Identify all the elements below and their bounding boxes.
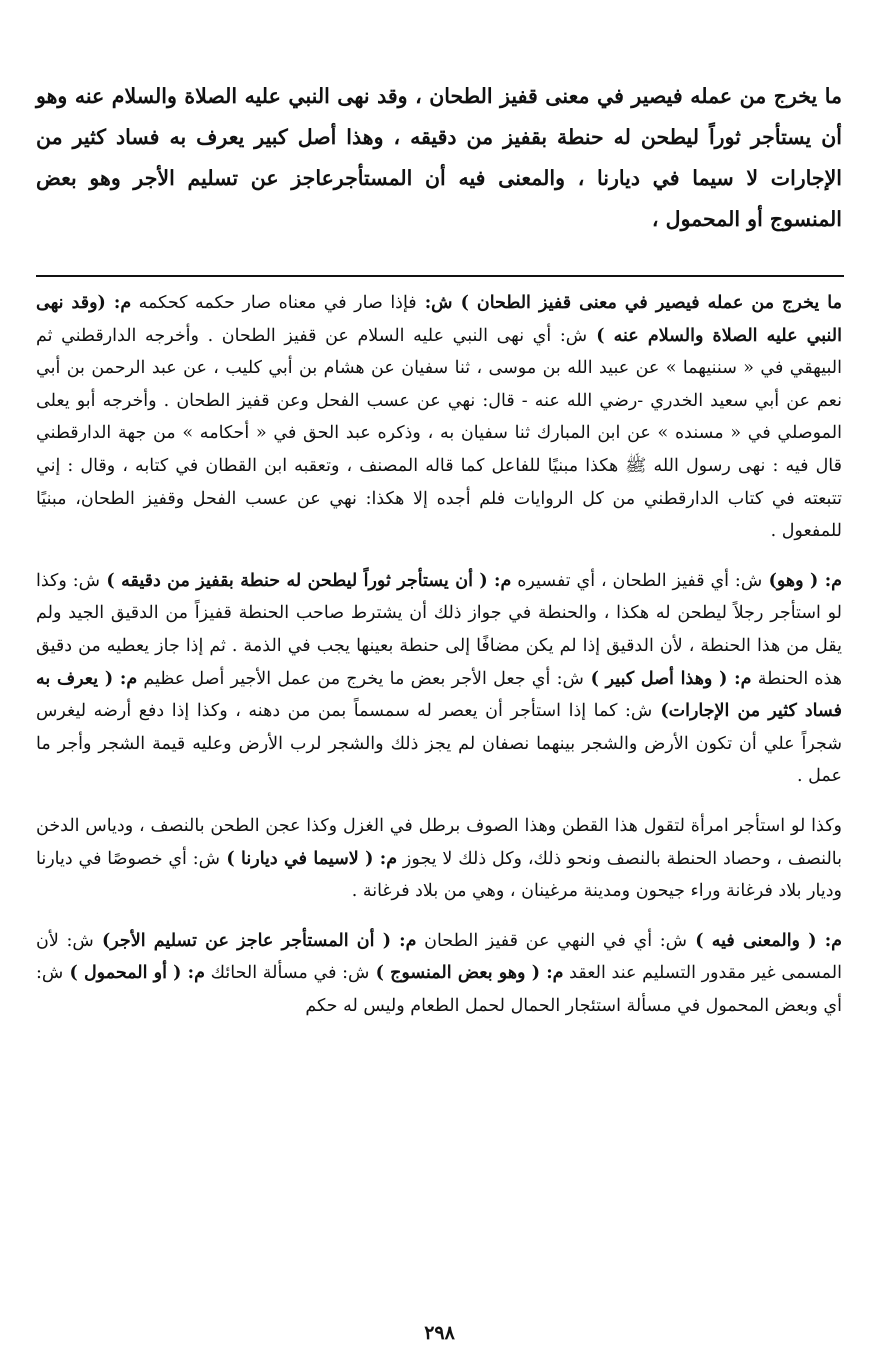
commentary-text: ش: أي في النهي عن قفيز الطحان [416, 930, 688, 951]
quoted-main-text: م: (وقد نهى النبي عليه الصلاة والسلام عنه ) [36, 293, 842, 346]
quoted-main-text: م: ( وهذا أصل كبير ) [583, 668, 752, 689]
quoted-main-text: م: ( أو المحمول ) [63, 963, 205, 984]
page-number: ٢٩٨ [424, 1322, 455, 1344]
commentary-text: ش: أي قفيز الطحان ، أي تفسيره [511, 570, 763, 591]
commentary-paragraph-2 [36, 565, 842, 793]
commentary-block [36, 287, 842, 1039]
commentary-text: وكذا لو استأجر امرأة لتقول هذا القطن وهذا الصوف برطل في الغزل وكذا عجن الطحن بالنصف ، ودياس الدخن بالنصف ، وحصاد الحنطة بالنصف ونحو ذلك، وكل ذلك لا يجوز [36, 815, 842, 869]
commentary-paragraph-1 [36, 287, 842, 548]
separator-line [36, 275, 844, 277]
quoted-main-text: م: ( أن المستأجر عاجز عن تسليم الأجر) [93, 930, 417, 951]
quoted-main-text: م: ( لاسيما في ديارنا ) [220, 848, 398, 869]
quoted-main-text: م: ( أن يستأجر ثوراً ليطحن له حنطة بقفيز من دقيقه ) [99, 570, 512, 591]
commentary-text: ش: أي جعل الأجر بعض ما يخرج من عمل الأجير أصل عظيم [137, 668, 584, 689]
quoted-main-text: م: ( والمعنى فيه ) [687, 930, 842, 951]
quoted-main-text: م: ( يعرف به فساد كثير من الإجارات) [36, 668, 842, 722]
commentary-text: ش: لأن المسمى غير مقدور التسليم عند العقد [36, 930, 842, 984]
commentary-text: ش: كما إذا استأجر أن يعصر له سمسماً بمن من دهنه ، وكذا إذا دفع أرضه ليغرس شجراً علي أن تكون الأرض والشجر بينهما نصفان لم يجز ذلك والشجر لرب الأرض وعليه قيمة الشجر وأجر ما عمل . [36, 701, 842, 787]
commentary-text: ش: أي نهى النبي عليه السلام عن قفيز الطحان . وأخرجه الدارقطني ثم البيهقي في « سننيهما » عن عبيد الله بن موسى ، ثنا سفيان عن هشام بن أبي كليب ، عن عبد الرحمن بن أبي نعم عن أبي سعيد الخدري -رضي الله عنه - قال: نهي عن عسب الفحل وعن قفيز الطحان . وأخرجه أبو يعلى الموصلي في « مسنده » عن ابن المبارك ثنا سفيان به ، وذكره عبد الحق في « أحكامه » من جهة الدارقطني قال فيه : نهى رسول الله ﷺ هكذا مبنيًا للفاعل كما قاله المصنف ، وتعقبه ابن القطان في كتابه ، وقال : إني تتبعته في كتاب الدارقطني من كل الروايات فلم أجده إلا هكذا: نهي عن عسب الفحل وقفيز الطحان، مبنيًا للمفعول . [36, 325, 842, 542]
commentary-text: ش: أي خصوصًا في ديارنا وديار بلاد فرغانة وراء جيحون ومدينة مرغينان ، وهي من بلاد فرغانة . [36, 848, 842, 902]
commentary-text: ش: أي وبعض المحمول في مسألة استئجار الحمال لحمل الطعام وليس له حكم [36, 963, 842, 1016]
commentary-text: ش: وكذا لو استأجر رجلاً ليطحن له هكذا ، والحنطة في جواز ذلك أن يشترط صاحب الحنطة قفيزاً من الدقيق الجيد ولم يقل من هذا الحنطة ، لأن الدقيق إذا لم يكن مضافًا إلى حنطة بعينها يجب في الذمة . ثم إذا جاز يعطيه من دقيق هذه الحنطة [36, 570, 842, 689]
commentary-text: فإذا صار في معناه صار حكمه كحكمه [131, 293, 417, 313]
commentary-paragraph-4 [36, 925, 842, 1023]
quoted-main-text: م: ( وهو بعض المنسوج ) [369, 963, 564, 984]
main-text-block [36, 76, 842, 240]
commentary-text: ش: في مسألة الحائك [204, 963, 370, 984]
quoted-main-text: ما يخرج من عمله فيصير في معنى قفيز الطحان ) ش: [416, 293, 842, 313]
quoted-main-text: م: ( وهو) [762, 570, 843, 591]
commentary-paragraph-3 [36, 810, 842, 908]
main-text-paragraph: ما يخرج من عمله فيصير في معنى قفيز الطحان ، وقد نهى النبي عليه الصلاة والسلام عنه وهو أن يستأجر ثوراً ليطحن له حنطة بقفيز من دقيقه ، وهذا أصل كبير يعرف به فساد كثير من الإجارات لا سيما في ديارنا ، والمعنى فيه أن المستأجرعاجز عن تسليم الأجر وهو بعض المنسوج أو المحمول ، [36, 84, 842, 231]
